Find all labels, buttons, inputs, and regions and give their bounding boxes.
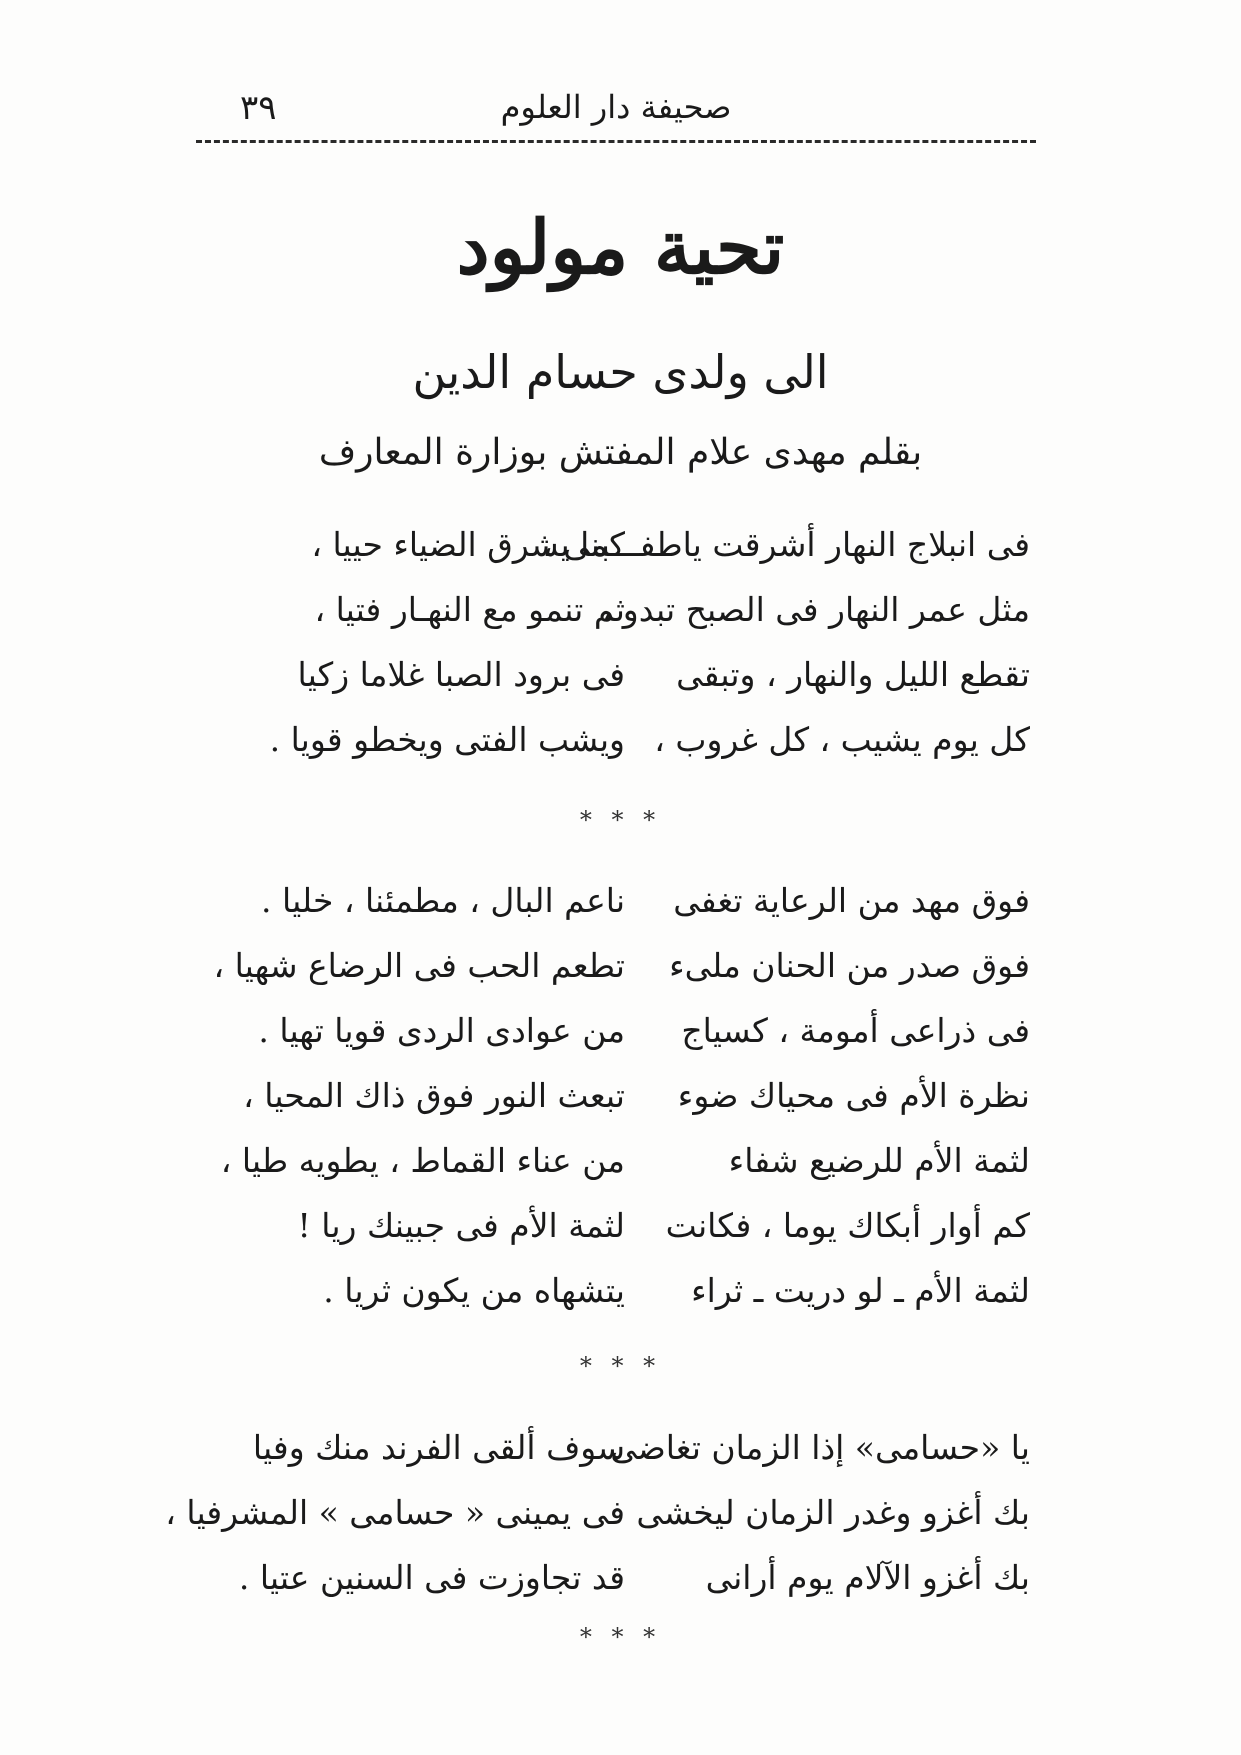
verse-second-half: سوف ألقى الفرند منك وفيا [252, 1428, 625, 1467]
verse [240, 577, 1030, 642]
verse-second-half: ويشب الفتى ويخطو قويا . [269, 720, 625, 759]
verse-first-half: فوق مهد من الرعاية تغفى [673, 881, 1030, 920]
verse [213, 933, 1030, 998]
verse-first-half: كل يوم يشيب ، كل غروب ، [654, 720, 1030, 759]
verse-first-half: مثل عمر النهار فى الصبح تبدو ، [601, 590, 1030, 629]
verse-second-half: من عناء القماط ، يطويه طيا ، [220, 1141, 625, 1180]
verse-second-half: تطعم الحب فى الرضاع شهيا ، [213, 946, 625, 985]
header-rule [196, 140, 1036, 143]
verse [240, 1258, 1030, 1323]
stanza-1 [240, 512, 1030, 772]
verse-second-half: كما يشرق الضياء حييا ، [311, 525, 625, 564]
verse-first-half: يا «حسامى» إذا الزمان تغاضى [610, 1428, 1030, 1467]
poem-byline: بقلم مهدى علام المفتش بوزارة المعارف [318, 432, 923, 473]
verse-second-half: فى يمينى « حسامى » المشرفيا ، [165, 1493, 625, 1532]
verse [240, 1063, 1030, 1128]
stanza-separator: * * * [579, 1623, 662, 1651]
poem-title: تحية مولود [456, 205, 785, 291]
verse [240, 707, 1030, 772]
verse-first-half: بك أغزو وغدر الزمان ليخشى [636, 1493, 1030, 1532]
verse-first-half: تقطع الليل والنهار ، وتبقى [676, 655, 1030, 694]
verse [240, 642, 1030, 707]
verse-first-half: فوق صدر من الحنان ملىء [669, 946, 1030, 985]
verse [240, 1545, 1030, 1610]
verse [240, 512, 1030, 577]
stanza-2 [213, 868, 1030, 1323]
verse [240, 1193, 1030, 1258]
verse [240, 868, 1030, 933]
verse-second-half: من عوادى الردى قويا تهيا . [258, 1011, 625, 1050]
poem-dedication: الى ولدى حسام الدين [412, 345, 829, 399]
verse [240, 1415, 1030, 1480]
verse-second-half: ثم تنمو مع النهـار فتيا ، [314, 590, 625, 629]
journal-title: صحيفة دار العلوم [500, 88, 732, 126]
verse-first-half: لثمة الأم للرضيع شفاء [728, 1141, 1030, 1180]
page-number: ٣٩ [240, 88, 277, 128]
verse-second-half: قد تجاوزت فى السنين عتيا . [238, 1558, 625, 1597]
stanza-3 [165, 1415, 1030, 1610]
verse-second-half: ناعم البال ، مطمئنا ، خليا . [261, 881, 625, 920]
verse-second-half: يتشهاه من يكون ثريا . [323, 1271, 625, 1310]
running-header [196, 78, 1036, 148]
verse-second-half: لثمة الأم فى جبينك ريا ! [297, 1206, 625, 1245]
verse-first-half: كم أوار أبكاك يوما ، فكانت [665, 1206, 1030, 1245]
stanza-separator: * * * [579, 806, 662, 834]
verse-first-half: بك أغزو الآلام يوم أرانى [705, 1558, 1030, 1597]
verse-first-half: فى انبلاج النهار أشرقت ياطفـــبنى ، [542, 525, 1030, 564]
verse [220, 1128, 1030, 1193]
verse-first-half: نظرة الأم فى محياك ضوء [677, 1076, 1030, 1115]
verse-first-half: فى ذراعى أمومة ، كسياج [681, 1011, 1030, 1050]
verse-second-half: تبعث النور فوق ذاك المحيا ، [243, 1076, 625, 1115]
verse [165, 1480, 1030, 1545]
stanza-separator: * * * [579, 1352, 662, 1380]
verse-second-half: فى برود الصبا غلاما زكيا [297, 655, 625, 694]
verse-first-half: لثمة الأم ـ لو دريت ـ ثراء [691, 1271, 1030, 1310]
verse [240, 998, 1030, 1063]
